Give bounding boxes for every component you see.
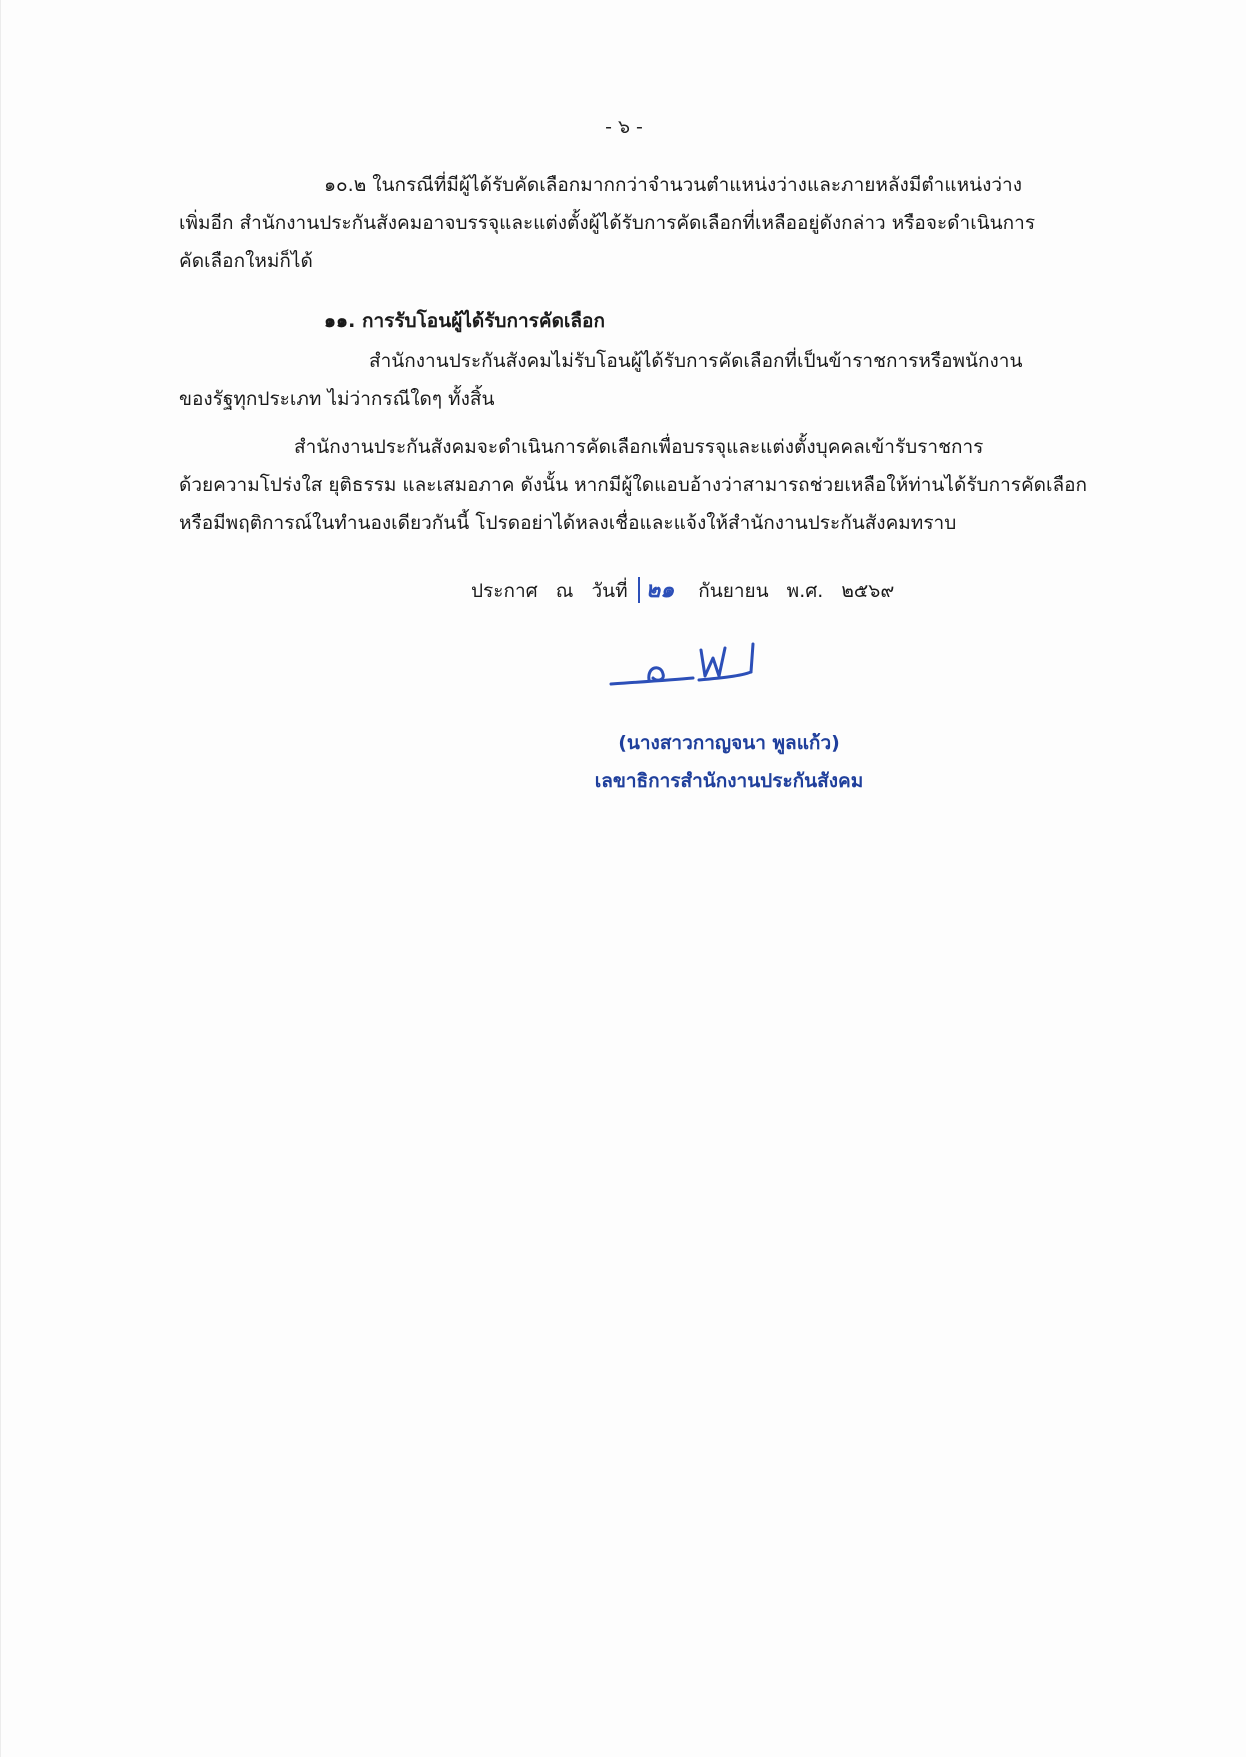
announcement-at: ณ bbox=[555, 580, 574, 602]
section-10-2-line-1: ๑๐.๒ ในกรณีที่มีผู้ได้รับคัดเลือกมากกว่าจำนวนตำแหน่งว่างและภายหลังมีตำแหน่งว่าง bbox=[324, 174, 1022, 196]
section-10-2-line-2: เพิ่มอีก สำนักงานประกันสังคมอาจบรรจุและแต่งตั้งผู้ได้รับการคัดเลือกที่เหลืออยู่ดังกล่าว หรือจะดำเนินการ bbox=[179, 212, 1036, 234]
page-number: - ๖ - bbox=[605, 116, 643, 138]
announcement-month: กันยายน bbox=[698, 580, 769, 602]
handwritten-day: ๒๑ bbox=[638, 577, 680, 603]
section-11-heading: ๑๑. การรับโอนผู้ได้รับการคัดเลือก bbox=[324, 310, 605, 332]
announcement-year: ๒๕๖๙ bbox=[841, 580, 895, 602]
closing-paragraph bbox=[179, 428, 1124, 542]
announcement-date-line bbox=[471, 572, 894, 607]
announcement-day-label: วันที่ bbox=[591, 580, 628, 602]
handwritten-signature bbox=[601, 636, 801, 696]
closing-line-3: หรือมีพฤติการณ์ในทำนองเดียวกันนี้ โปรดอย่าได้หลงเชื่อและแจ้งให้สำนักงานประกันสังคมทราบ bbox=[179, 512, 957, 534]
section-10-2-line-3: คัดเลือกใหม่ก็ได้ bbox=[179, 250, 313, 272]
section-10-2-paragraph bbox=[179, 166, 1124, 280]
section-11-line-2: ของรัฐทุกประเภท ไม่ว่ากรณีใดๆ ทั้งสิ้น bbox=[179, 388, 495, 410]
signatory-title: เลขาธิการสำนักงานประกันสังคม bbox=[594, 770, 864, 792]
section-11-line-1: สำนักงานประกันสังคมไม่รับโอนผู้ได้รับการคัดเลือกที่เป็นข้าราชการหรือพนักงาน bbox=[369, 350, 1023, 372]
closing-line-2: ด้วยความโปร่งใส ยุติธรรม และเสมอภาค ดังนั้น หากมีผู้ใดแอบอ้างว่าสามารถช่วยเหลือให้ท่านได้รับการคัดเลือก bbox=[179, 474, 1088, 496]
announcement-era: พ.ศ. bbox=[786, 580, 824, 602]
signatory-name: (นางสาวกาญจนา พูลแก้ว) bbox=[618, 732, 840, 754]
closing-line-1: สำนักงานประกันสังคมจะดำเนินการคัดเลือกเพื่อบรรจุและแต่งตั้งบุคคลเข้ารับราชการ bbox=[294, 436, 984, 458]
announcement-prefix: ประกาศ bbox=[471, 580, 538, 602]
section-11-paragraph bbox=[179, 342, 1124, 418]
